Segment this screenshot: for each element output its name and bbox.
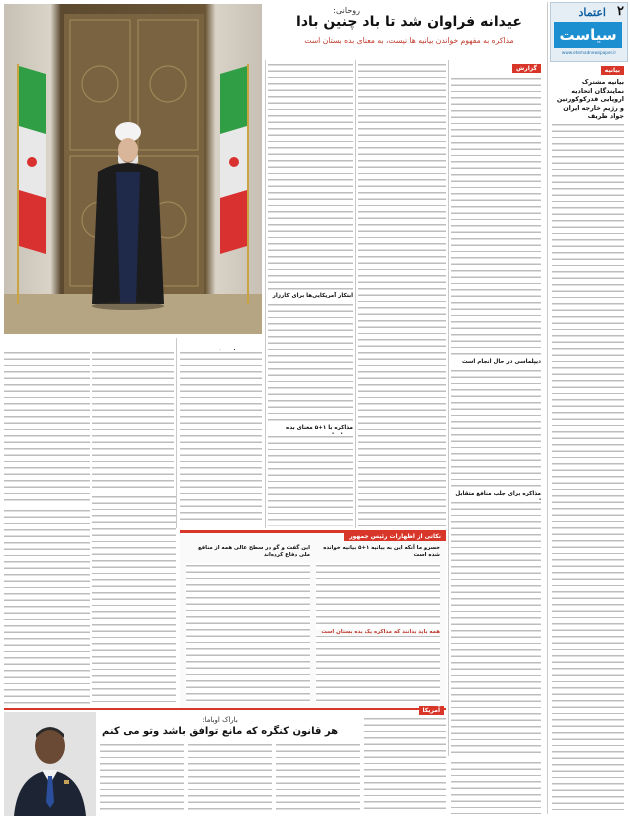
quote-item-2: همه باید بدانند که مذاکره یک بده بستان است: [316, 629, 440, 636]
col-rule-3: [355, 60, 356, 528]
col-rule-4: [448, 60, 449, 756]
site-url: www.etemadnewspaper.ir: [561, 50, 617, 55]
page-number: ۲: [617, 4, 624, 19]
story-col-a: [4, 350, 90, 505]
story-col-d3: [268, 434, 353, 526]
section-badge: [554, 22, 622, 48]
subhead-2: دیپلماسی در حال انجام است: [461, 359, 541, 365]
obama-top-rule: [4, 708, 446, 710]
quotes-body-left: [186, 563, 310, 703]
subhead-3: مذاکره با ۱+۵ معنای بده: [286, 425, 353, 431]
section-label: سیاست: [559, 26, 617, 44]
sidebar-body: [552, 122, 624, 812]
story-col-d: [268, 62, 353, 290]
sidebar-rule: [547, 2, 548, 814]
quote-item-0: خسرو ما آنکه این به بیانیه ۱+۵ بیانیه خوانده شده است: [323, 545, 440, 558]
story-col-h: [92, 494, 176, 706]
obama-col-2: [188, 742, 272, 814]
story-col-f3: [451, 500, 541, 756]
quote-item-1: این گفت و گو در سطح عالی همه از منافع ملی دفاع کرده‌اند: [197, 545, 310, 558]
main-subhead: مذاکره به مفهوم خواندن بیانیه ها نیست، به معنای بده بستان است: [304, 36, 514, 45]
story-col-f2: [451, 368, 541, 488]
obama-photo-art: [4, 712, 96, 816]
main-kicker: روحانی:: [333, 6, 360, 15]
story-col-e: [358, 62, 446, 526]
obama-kicker: باراک اوباما:: [202, 716, 238, 724]
hero-photo: [4, 4, 262, 334]
obama-photo: [4, 712, 96, 816]
obama-col-3: [276, 742, 360, 814]
quotes-tag: نکاتی از اظهارات رئیس جمهور: [344, 532, 446, 541]
story-col-d2: [268, 302, 353, 422]
main-headline: عیدانه فراوان شد تا باد چنین بادا: [296, 14, 522, 30]
hero-photo-art: [4, 4, 262, 334]
story-col-f4: [451, 760, 541, 814]
story-col-g: [4, 508, 90, 706]
col-rule-2: [265, 60, 266, 528]
story-col-f: [451, 76, 541, 356]
obama-col-4: [364, 716, 446, 814]
col-rule-1: [176, 338, 177, 528]
brand-logo: اعتماد: [578, 6, 606, 19]
subhead-1: ابتکار آمریکایی‌ها برای کارزار: [272, 293, 353, 299]
story-col-c: [180, 350, 262, 525]
story-col-b: [92, 350, 174, 490]
obama-tag: آمریکا: [419, 706, 445, 715]
sidebar-headline: بیانیه مشترک نمایندگان اتحادیه اروپایی قدرکوکورتین و رژیم خارجه ایران جواد ظریف: [556, 78, 624, 121]
report-tag: گزارش: [512, 64, 541, 73]
obama-col-1: [100, 742, 184, 814]
obama-headline: هر قانون کنگره که مانع توافق باشد وتو می کنم: [101, 726, 339, 737]
sidebar-tag: بیانیه: [601, 66, 624, 75]
quotes-box: [180, 530, 446, 708]
photo-caption-box: [4, 338, 262, 348]
subhead-0: مذاکره برای جلب منافع متقابل: [455, 491, 541, 497]
